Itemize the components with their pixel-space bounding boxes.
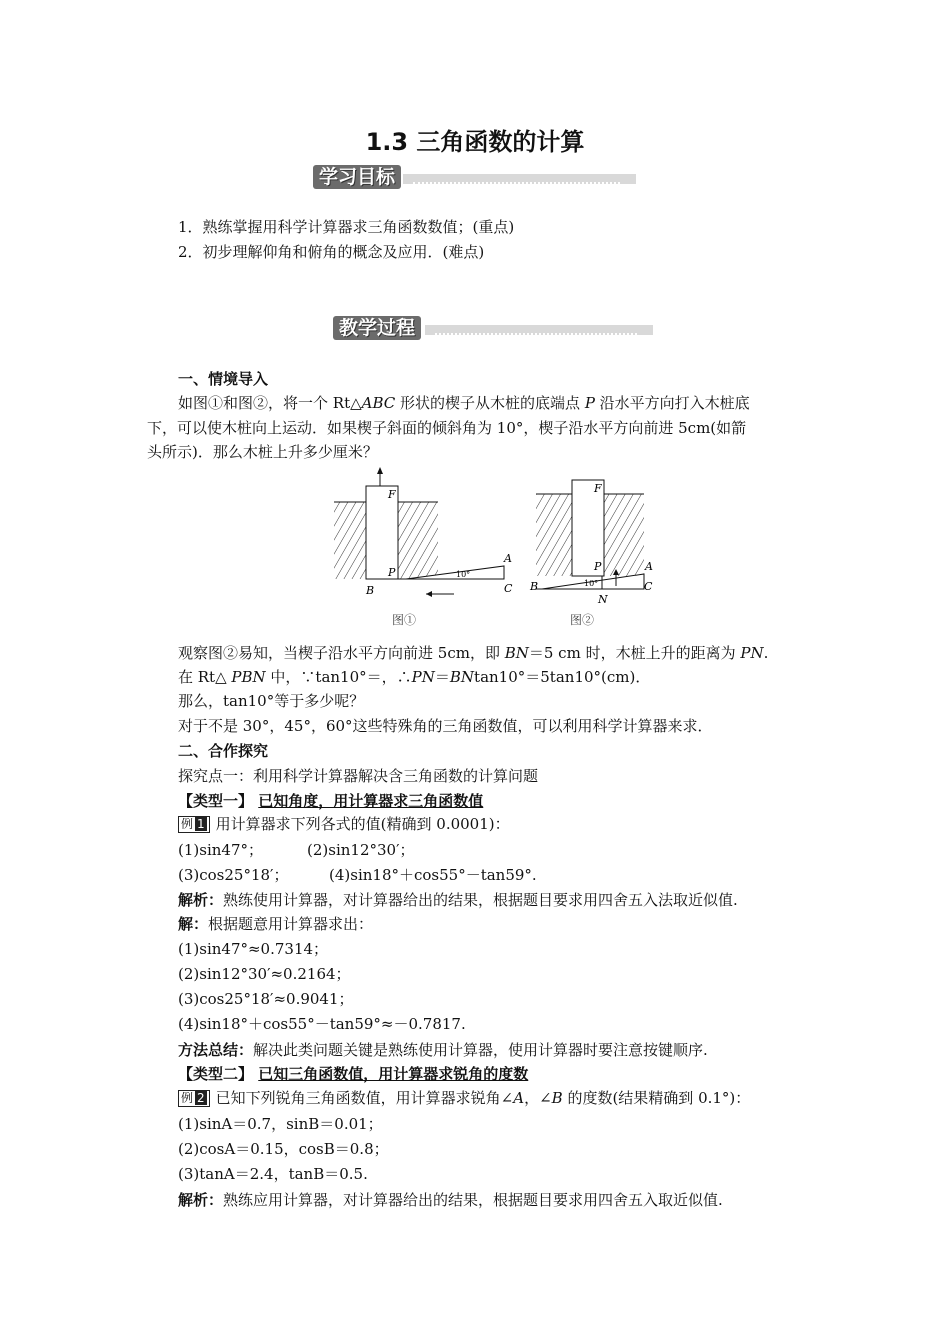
example-1-q1: (1)sin47°； — [178, 841, 263, 859]
intro-paragraph-line1: 如图①和图②，将一个 Rt△ABC 形状的楔子从木桩的底端点 P 沿水平方向打入木桩底 — [178, 394, 750, 412]
push-arrowhead — [426, 591, 432, 597]
label-B: B — [530, 580, 539, 593]
ground-hatch-right — [604, 494, 644, 576]
example-1-solution: 解：根据题意用计算器求出： — [178, 915, 374, 933]
observe-line-2: 在 Rt△ PBN 中，∵tan10°＝，∴PN＝BNtan10°＝5tan10°(cm)． — [178, 668, 651, 686]
objectives-banner-label: 学习目标 — [313, 165, 401, 189]
label-F: F — [594, 482, 602, 495]
figure-2-diagram — [528, 466, 668, 628]
explore-heading: 二、合作探究 — [178, 742, 269, 760]
angle-label: 10° — [584, 579, 599, 588]
label-P: P — [594, 560, 602, 573]
example-1-answer-4: (4)sin18°＋cos55°－tan59°≈－0.7817. — [178, 1015, 466, 1033]
example-1-q2: (2)sin12°30′； — [307, 841, 415, 859]
process-banner — [333, 316, 653, 342]
example-1-q4: (4)sin18°＋cos55°－tan59°. — [329, 866, 537, 884]
example-1-answer-2: (2)sin12°30′≈0.2164； — [178, 965, 351, 983]
example-1-badge: 例 1 — [178, 816, 210, 833]
example-1-summary: 方法总结：解决此类问题关键是熟练使用计算器，使用计算器时要注意按键顺序. — [178, 1041, 708, 1059]
example-2-badge: 例 2 — [178, 1090, 210, 1107]
banner-bar — [403, 174, 636, 184]
example-2-q2: (2)cosA＝0.15，cosB＝0.8； — [178, 1140, 389, 1158]
intro-paragraph-line2: 下，可以使木桩向上运动．如果楔子斜面的倾斜角为 10°，楔子沿水平方向前进 5cm(如箭 — [147, 419, 747, 437]
ground-hatch-right — [398, 502, 438, 579]
objective-item-2: 2．初步理解仰角和俯角的概念及应用．(难点) — [178, 243, 485, 261]
example-1-q3: (3)cos25°18′； — [178, 866, 289, 884]
objective-item-1: 1．熟练掌握用科学计算器求三角函数数值；(重点) — [178, 218, 515, 236]
example-2-q3: (3)tanA＝2.4，tanB＝0.5. — [178, 1165, 368, 1183]
angle-label: 10° — [456, 570, 471, 579]
label-N: N — [598, 593, 608, 606]
example-1-answer-3: (3)cos25°18′≈0.9041； — [178, 990, 354, 1008]
example-1-analysis: 解析：熟练使用计算器，对计算器给出的结果，根据题目要求用四舍五入法取近似值. — [178, 891, 738, 909]
intro-heading: 一、情境导入 — [178, 370, 269, 388]
label-B: B — [366, 584, 375, 597]
observe-line-3: 那么，tan10°等于多少呢？ — [178, 692, 365, 710]
example-1-answer-1: (1)sin47°≈0.7314； — [178, 940, 329, 958]
observe-line-4: 对于不是 30°，45°，60°这些特殊角的三角函数值，可以利用科学计算器来求． — [178, 717, 713, 735]
page-title: 1.3 三角函数的计算 — [365, 128, 585, 156]
example-2-q1: (1)sinA＝0.7，sinB＝0.01； — [178, 1115, 383, 1133]
figure-1-diagram — [328, 466, 518, 628]
figure-1-caption: 图① — [392, 613, 417, 627]
label-P: P — [388, 566, 396, 579]
ground-hatch-left — [536, 494, 572, 576]
explore-point-1: 探究点一：利用科学计算器解决含三角函数的计算问题 — [178, 767, 539, 785]
upward-arrowhead — [377, 467, 383, 474]
example-2-prompt: 例 2 已知下列锐角三角函数值，用计算器求锐角∠A，∠B 的度数(结果精确到 0.1°)： — [178, 1088, 750, 1108]
label-F: F — [388, 488, 396, 501]
example-1-prompt: 例 1 用计算器求下列各式的值(精确到 0.0001)： — [178, 814, 510, 834]
process-banner-label: 教学过程 — [333, 316, 421, 340]
observe-line-1: 观察图②易知，当楔子沿水平方向前进 5cm，即 BN＝5 cm 时，木桩上升的距离为 PN. — [178, 644, 769, 662]
label-A: A — [645, 560, 653, 573]
label-A: A — [504, 552, 512, 565]
banner-bar — [425, 325, 653, 335]
objectives-banner — [313, 165, 636, 191]
example-2-analysis: 解析：熟练应用计算器，对计算器给出的结果，根据题目要求用四舍五入取近似值. — [178, 1191, 723, 1209]
label-C: C — [644, 580, 653, 593]
type-2-heading: 【类型二】 已知三角函数值，用计算器求锐角的度数 — [178, 1065, 529, 1083]
label-C: C — [504, 582, 513, 595]
intro-paragraph-line3: 头所示)．那么木桩上升多少厘米？ — [147, 443, 378, 461]
type-1-heading: 【类型一】 已知角度，用计算器求三角函数值 — [178, 792, 484, 810]
ground-hatch-left — [334, 502, 366, 579]
figure-2-caption: 图② — [570, 613, 595, 627]
